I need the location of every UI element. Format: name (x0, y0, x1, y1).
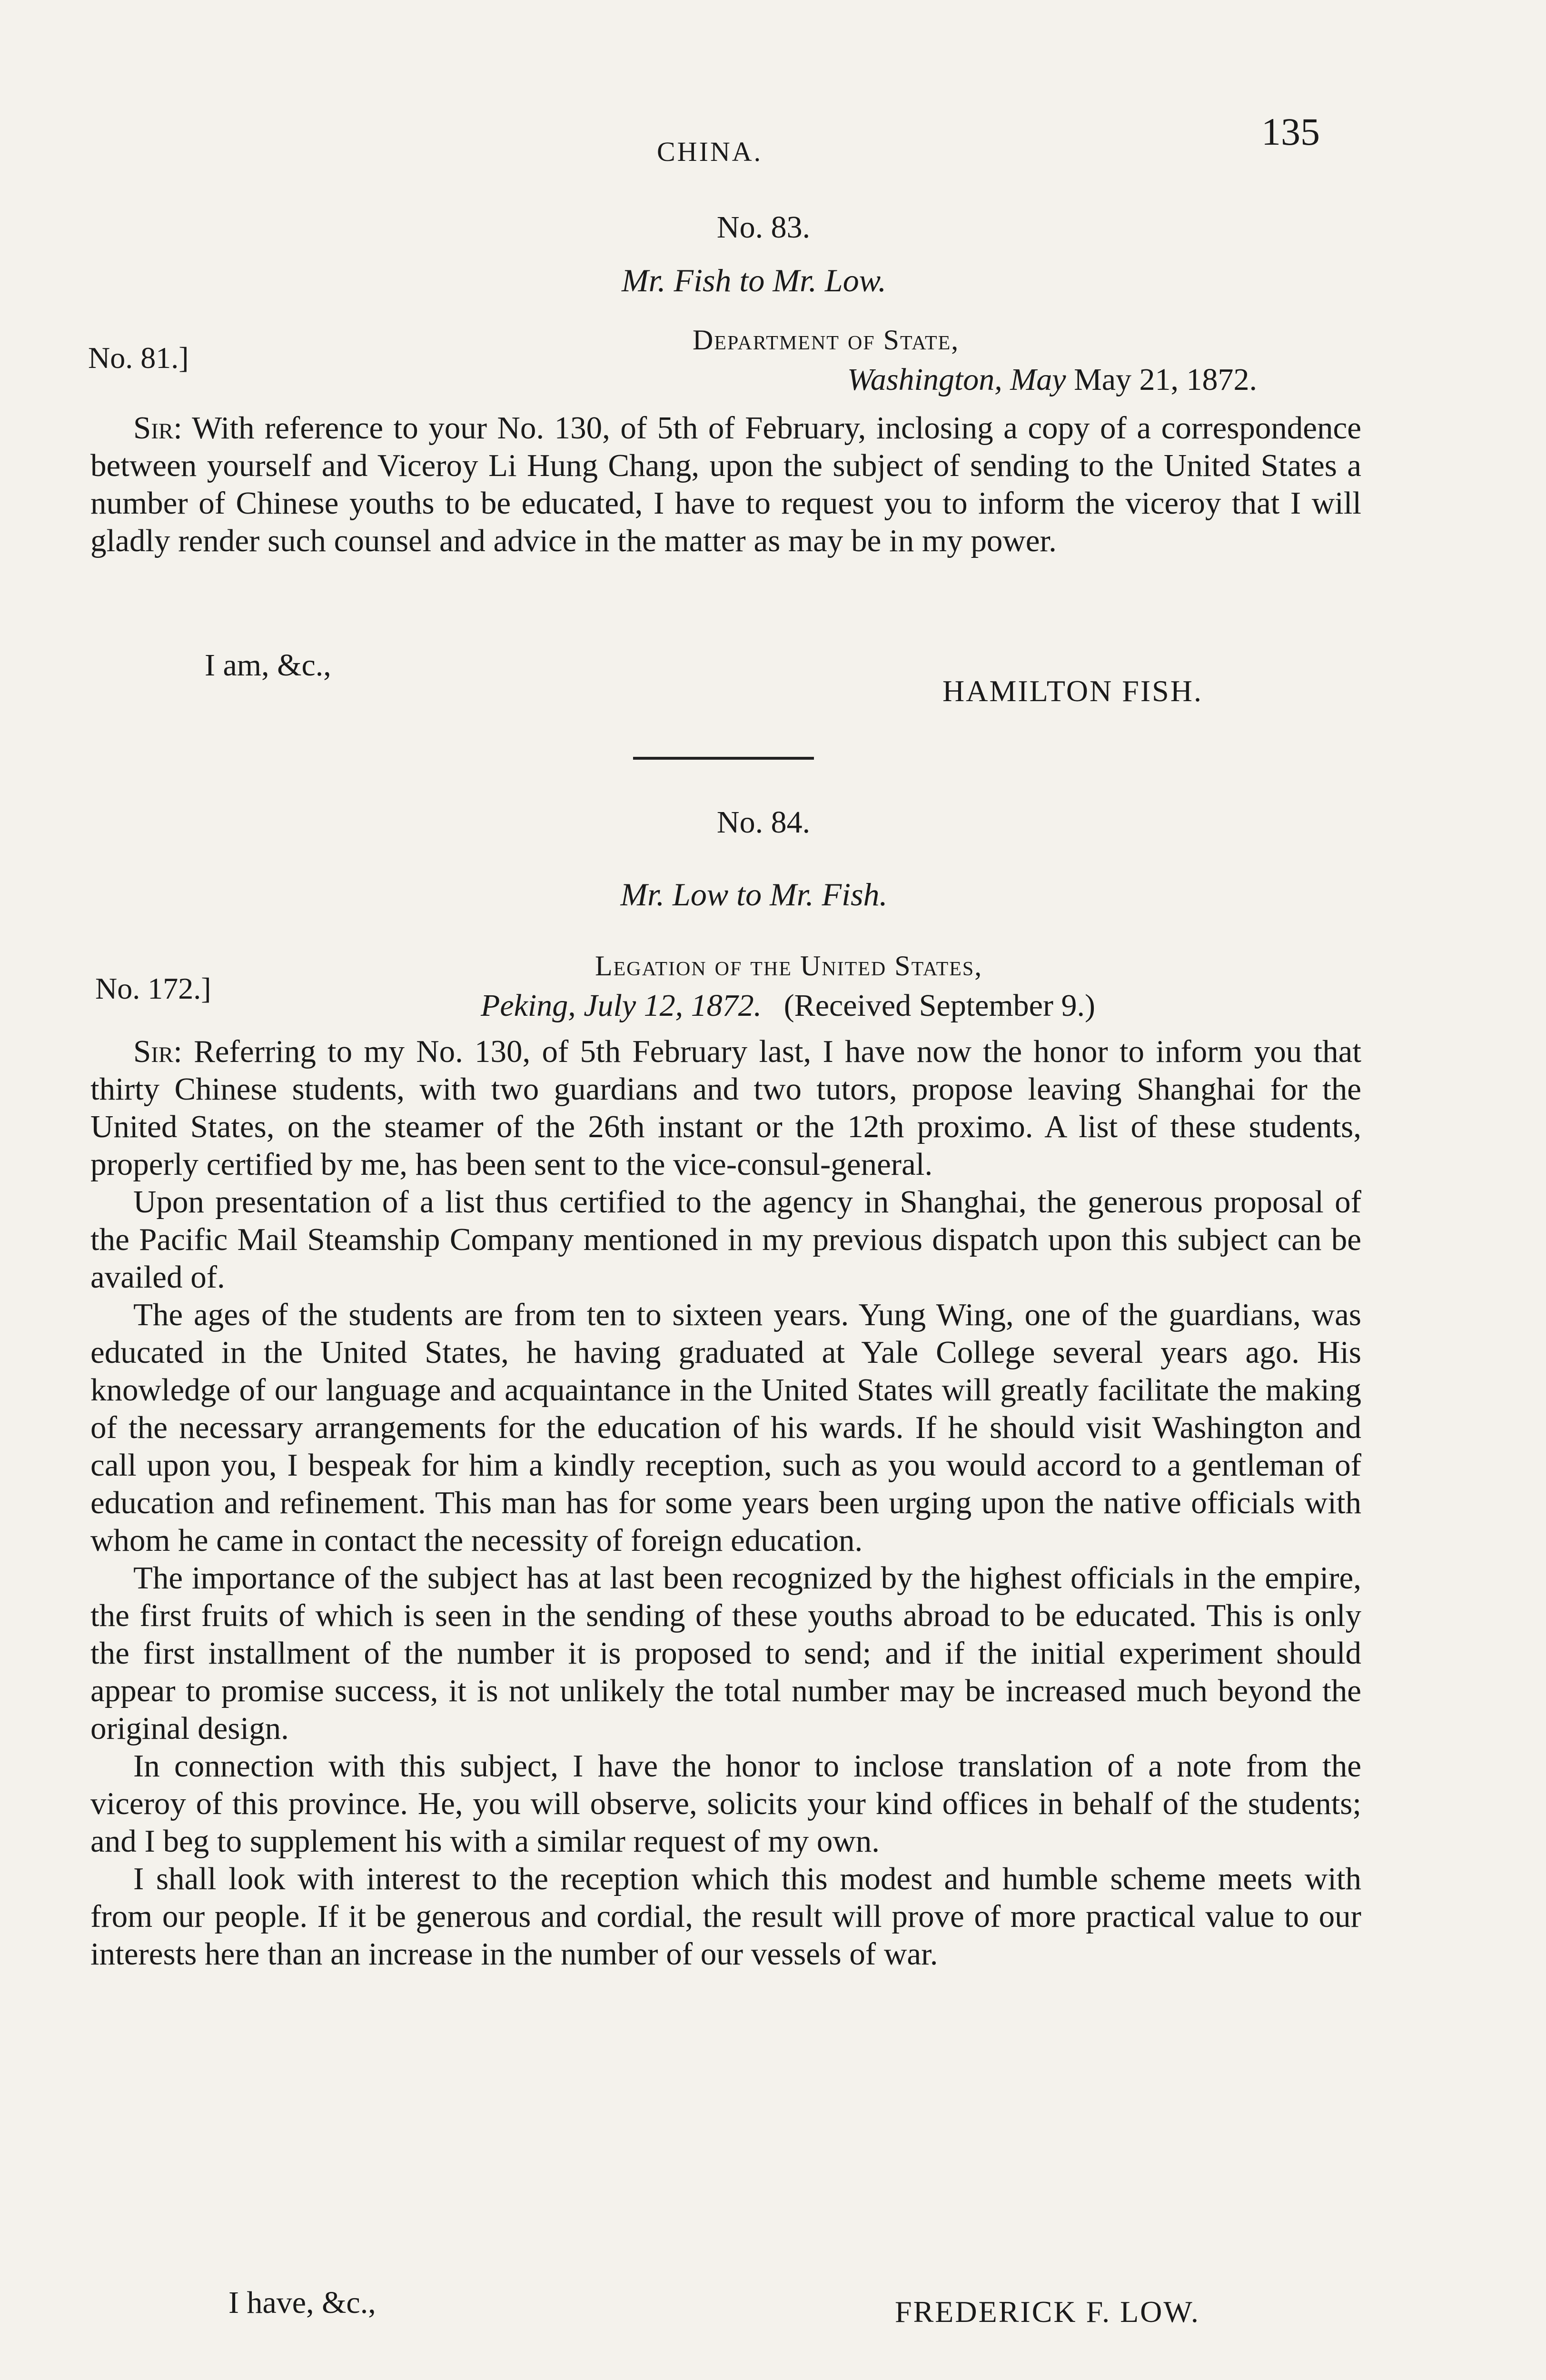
letter-2-closing: I have, &c., (228, 2285, 376, 2320)
body-paragraph (90, 1860, 1361, 1973)
letter-1-date-month: May (1010, 362, 1066, 397)
body-paragraph (90, 1183, 1361, 1296)
body-paragraph (90, 409, 1361, 560)
letter-1-reference: No. 81.] (88, 341, 189, 375)
letter-2-body (90, 1033, 1361, 1973)
body-paragraph (90, 1296, 1361, 1559)
paragraph-text: Upon presentation of a list thus certified to the agency in Shanghai, the generous proposal of the Pacific Mail Steamship Company mentioned in my previous dispatch upon this subject can be availed of. (90, 1184, 1361, 1295)
letter-1-number: No. 83. (716, 210, 811, 245)
paragraph-text: I shall look with interest to the reception which this modest and humble scheme meets with from our people. If it be generous and cordial, the result will prove of more practical value to our interests here than an increase in the number of our vessels of war. (90, 1861, 1361, 1972)
letter-1-body (90, 409, 1361, 560)
letter-2-received: (Received September 9.) (783, 988, 1095, 1023)
letter-2-date: July 12, 1872. (584, 988, 762, 1023)
paragraph-text: The importance of the subject has at last been recognized by the highest officials in the empire, the first fruits of which is seen in the sending of these youths abroad to be educated. This is only the first installment of the number it is proposed to send; and if the initial experiment should appear to promise success, it is not unlikely the total number may be increased much beyond the original design. (90, 1560, 1361, 1746)
letter-2-legation: Legation of the United States, (595, 950, 983, 982)
section-divider (633, 757, 814, 760)
letter-1-closing: I am, &c., (205, 648, 331, 683)
letter-2-number: No. 84. (716, 805, 811, 840)
running-header: CHINA. (657, 136, 763, 167)
body-paragraph (90, 1033, 1361, 1183)
letter-1-department: Department of State, (693, 324, 960, 356)
letter-1-date: May 21, 1872. (1074, 362, 1258, 397)
letter-1-signature: HAMILTON FISH. (942, 674, 1203, 708)
letter-2-subtitle: Mr. Low to Mr. Fish. (620, 876, 888, 912)
salutation: Sir: (133, 410, 182, 446)
letter-2-place-date (481, 988, 1095, 1024)
paragraph-text: In connection with this subject, I have the honor to inclose translation of a note from the viceroy of this province. He, you will observe, solicits your kind offices in behalf of the students; and I beg to supplement his with a similar request of my own. (90, 1748, 1361, 1859)
letter-2-place: Peking, (481, 988, 576, 1023)
letter-2-signature: FREDERICK F. LOW. (895, 2295, 1200, 2329)
paragraph-text: With reference to your No. 130, of 5th of February, inclosing a copy of a correspondence between yourself and Viceroy Li Hung Chang, upon the subject of sending to the United States a number of Chinese youths to be educated, I have to request you to inform the viceroy that I will gladly render such counsel and advice in the matter as may be in my power. (90, 410, 1361, 558)
letter-1-place: Washington, (847, 362, 1002, 397)
body-paragraph (90, 1747, 1361, 1860)
letter-1-subtitle: Mr. Fish to Mr. Low. (621, 262, 887, 298)
paragraph-text: Referring to my No. 130, of 5th February last, I have now the honor to inform you that thirty Chinese students, with two guardians and two tutors, propose leaving Shanghai for the United States, on the steamer of the 26th instant or the 12th proximo. A list of these students, properly certified by me, has been sent to the vice-consul-general. (90, 1034, 1361, 1182)
letter-2-reference: No. 172.] (95, 972, 211, 1005)
letter-1-place-date (847, 362, 1257, 398)
paragraph-text: The ages of the students are from ten to sixteen years. Yung Wing, one of the guardians, was educated in the United States, he having graduated at Yale College several years ago. His knowledge of our language and acquaintance in the United States will greatly facilitate the making of the necessary arrangements for the education of his wards. If he should visit Washington and call upon you, I bespeak for him a kindly reception, such as you would accord to a gentleman of education and refinement. This man has for some years been urging upon the native officials with whom he came in contact the necessity of foreign education. (90, 1297, 1361, 1558)
salutation: Sir: (133, 1034, 182, 1069)
body-paragraph (90, 1559, 1361, 1747)
page-number: 135 (1261, 110, 1320, 153)
